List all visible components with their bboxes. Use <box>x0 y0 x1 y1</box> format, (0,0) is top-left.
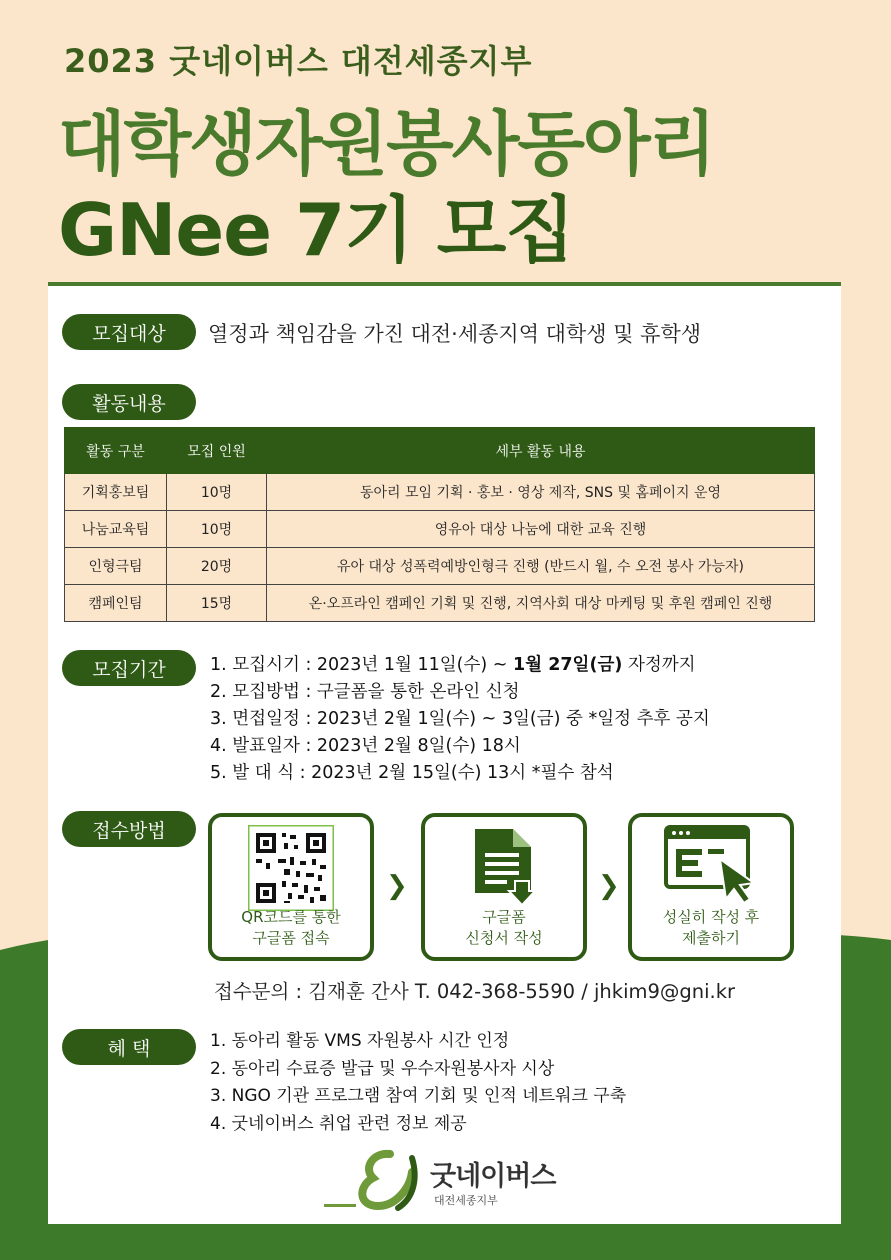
table-cell: 기획홍보팀 <box>65 474 167 511</box>
step-qr-label: QR코드를 통한 구글폼 접속 <box>241 908 341 947</box>
table-row <box>65 548 815 585</box>
benefits-badge: 혜 택 <box>62 1029 196 1065</box>
chevron-right-icon: ❯ <box>386 871 408 901</box>
table-cell: 20명 <box>167 548 267 585</box>
logo-name: 굿네이버스 <box>430 1161 556 1192</box>
table-cell: 나눔교육팀 <box>65 511 167 548</box>
page-title-line1: 대학생자원봉사동아리 <box>58 103 715 185</box>
benefit-item: 3. NGO 기관 프로그램 참여 기회 및 인적 네트워크 구축 <box>210 1086 627 1106</box>
table-header-row <box>65 428 815 474</box>
table-header: 모집 인원 <box>167 428 267 474</box>
goodneighbors-logo <box>318 1148 578 1216</box>
apply-badge: 접수방법 <box>62 811 196 847</box>
step-form <box>421 813 587 961</box>
page-title-line2: GNee 7기 모집 <box>58 188 574 272</box>
contact-info: 접수문의 : 김재훈 간사 T. 042-368-5590 / jhkim9@gni.kr <box>214 980 736 1003</box>
table-row <box>65 474 815 511</box>
qr-code-icon <box>248 825 334 911</box>
benefit-item: 4. 굿네이버스 취업 관련 정보 제공 <box>210 1113 467 1134</box>
table-cell: 10명 <box>167 511 267 548</box>
content-card <box>48 286 841 1224</box>
table-cell: 동아리 모임 기획 · 홍보 · 영상 제작, SNS 및 홈페이지 운영 <box>267 474 815 511</box>
period-item: 2. 모집방법 : 구글폼을 통한 온라인 신청 <box>210 682 520 702</box>
period-item: 3. 면접일정 : 2023년 2월 1일(수) ~ 3일(금) 중 *일정 추후 공지 <box>210 709 710 729</box>
activities-badge: 활동내용 <box>62 384 196 420</box>
table-cell: 영유아 대상 나눔에 대한 교육 진행 <box>267 511 815 548</box>
target-badge: 모집대상 <box>62 314 196 350</box>
period-badge: 모집기간 <box>62 650 196 686</box>
table-header: 활동 구분 <box>65 428 167 474</box>
table-header: 세부 활동 내용 <box>267 428 815 474</box>
step-submit <box>628 813 794 961</box>
period-list <box>210 652 710 787</box>
period-item: 1. 모집시기 : 2023년 1월 11일(수) ~ 1월 27일(금) 자정까지 <box>210 655 696 675</box>
year-subtitle: 2023 굿네이버스 대전세종지부 <box>64 42 533 80</box>
table-cell: 캠페인팀 <box>65 585 167 622</box>
browser-cursor-icon <box>664 825 760 905</box>
benefit-item: 1. 동아리 활동 VMS 자원봉사 시간 인정 <box>210 1031 510 1051</box>
table-cell: 15명 <box>167 585 267 622</box>
chevron-right-icon: ❯ <box>598 871 620 901</box>
step-form-label: 구글폼 신청서 작성 <box>465 908 543 947</box>
table-cell: 온·오프라인 캠페인 기획 및 진행, 지역사회 대상 마케팅 및 후원 캠페인 진행 <box>267 585 815 622</box>
target-text: 열정과 책임감을 가진 대전·세종지역 대학생 및 휴학생 <box>208 322 702 346</box>
period-item: 5. 발 대 식 : 2023년 2월 15일(수) 13시 *필수 참석 <box>210 763 614 783</box>
benefit-item: 2. 동아리 수료증 발급 및 우수자원봉사자 시상 <box>210 1058 555 1079</box>
table-cell: 인형극팀 <box>65 548 167 585</box>
table-cell: 유아 대상 성폭력예방인형극 진행 (반드시 월, 수 오전 봉사 가능자) <box>267 548 815 585</box>
step-submit-label: 성실히 작성 후 제출하기 <box>662 908 760 947</box>
benefits-list <box>210 1028 626 1138</box>
period-item: 4. 발표일자 : 2023년 2월 8일(수) 18시 <box>210 736 521 756</box>
table-row <box>65 585 815 622</box>
table-cell: 10명 <box>167 474 267 511</box>
table-row <box>65 511 815 548</box>
activities-table <box>64 427 815 622</box>
step-qr <box>208 813 374 961</box>
logo-branch: 대전세종지부 <box>434 1194 498 1207</box>
document-download-icon <box>475 829 535 905</box>
logo-mark-icon <box>318 1148 428 1216</box>
